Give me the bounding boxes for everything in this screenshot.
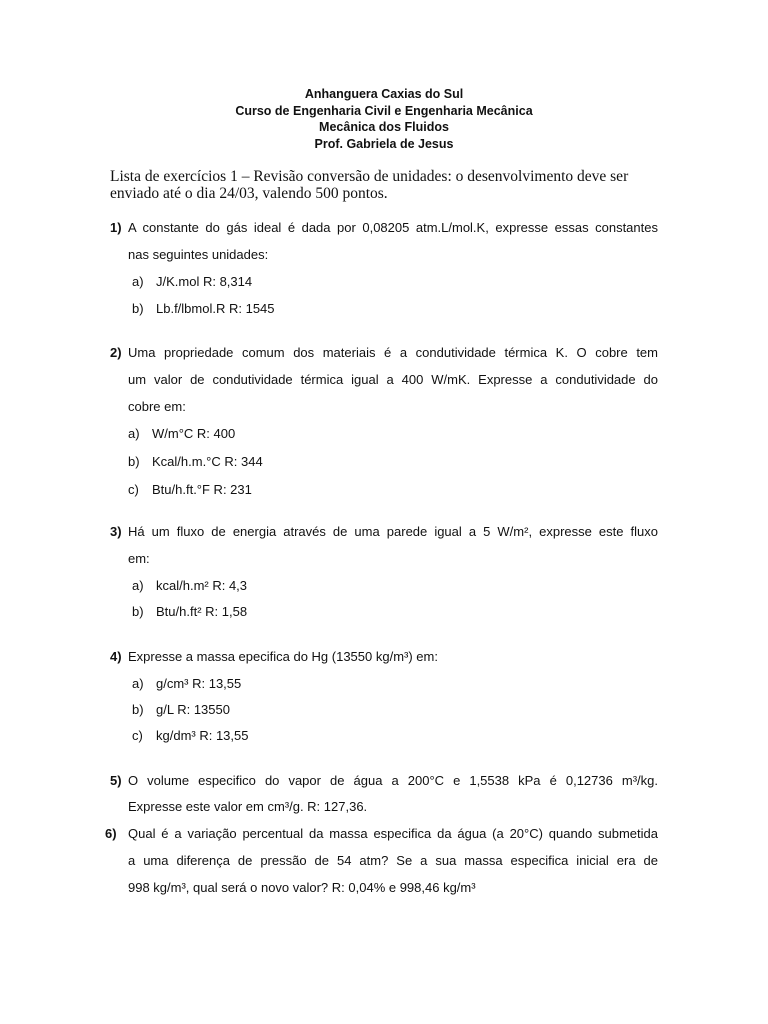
question-text-line: Qual é a variação percentual da massa especifica da água (a 20°C) quando submetida bbox=[128, 826, 658, 841]
item-letter: c) bbox=[132, 728, 143, 743]
question-text-line: nas seguintes unidades: bbox=[128, 247, 269, 262]
item-text: kcal/h.m² R: 4,3 bbox=[156, 578, 248, 593]
subject-name: Mecânica dos Fluidos bbox=[319, 120, 449, 134]
question-number: 2) bbox=[110, 345, 122, 360]
item-text: Lb.f/lbmol.R R: 1545 bbox=[156, 301, 275, 316]
item-text: kg/dm³ R: 13,55 bbox=[156, 728, 249, 743]
item-text: Btu/h.ft.°F R: 231 bbox=[152, 482, 252, 497]
item-letter: a) bbox=[132, 578, 144, 593]
item-letter: b) bbox=[132, 702, 144, 717]
question-text-line: um valor de condutividade térmica igual a 400 W/mK. Expresse a condutividade do bbox=[128, 372, 658, 387]
item-text: g/L R: 13550 bbox=[156, 702, 230, 717]
item-letter: b) bbox=[132, 604, 144, 619]
institution-name: Anhanguera Caxias do Sul bbox=[304, 87, 464, 101]
question-number: 5) bbox=[110, 773, 122, 788]
item-text: g/cm³ R: 13,55 bbox=[156, 676, 242, 691]
exercise-list-intro: Lista de exercícios 1 – Revisão conversão de unidades: o desenvolvimento deve ser enviado até o dia 24/03, valendo 500 pontos. bbox=[110, 168, 629, 202]
question-text-line: O volume especifico do vapor de água a 200°C e 1,5538 kPa é 0,12736 m³/kg. bbox=[128, 773, 658, 788]
item-letter: b) bbox=[128, 454, 140, 469]
question-number: 1) bbox=[110, 220, 122, 235]
item-letter: b) bbox=[132, 301, 144, 316]
question-text-line: Uma propriedade comum dos materiais é a condutividade térmica K. O cobre tem bbox=[128, 345, 658, 360]
question-text-line: cobre em: bbox=[128, 399, 186, 414]
item-letter: a) bbox=[128, 426, 140, 441]
item-letter: a) bbox=[132, 274, 144, 289]
item-letter: c) bbox=[128, 482, 139, 497]
question-text-line: Expresse a massa epecifica do Hg (13550 kg/m³) em: bbox=[128, 649, 438, 664]
question-text-line: a uma diferença de pressão de 54 atm? Se a sua massa especifica inicial era de bbox=[128, 853, 658, 868]
course-name: Curso de Engenharia Civil e Engenharia Mecânica bbox=[235, 103, 533, 118]
question-text-line: A constante do gás ideal é dada por 0,08205 atm.L/mol.K, expresse essas constantes bbox=[128, 220, 658, 235]
item-letter: a) bbox=[132, 676, 144, 691]
question-number: 4) bbox=[110, 649, 122, 664]
question-number: 6) bbox=[105, 826, 117, 841]
item-text: J/K.mol R: 8,314 bbox=[156, 274, 253, 289]
document-header bbox=[0, 86, 768, 152]
question-text-line: em: bbox=[128, 551, 150, 566]
question-number: 3) bbox=[110, 524, 122, 539]
professor-name: Prof. Gabriela de Jesus bbox=[314, 136, 454, 151]
question-text-line: Expresse este valor em cm³/g. R: 127,36. bbox=[128, 799, 368, 814]
item-text: W/m°C R: 400 bbox=[152, 426, 236, 441]
item-text: Kcal/h.m.°C R: 344 bbox=[152, 454, 263, 469]
question-text-line: 998 kg/m³, qual será o novo valor? R: 0,04% e 998,46 kg/m³ bbox=[128, 880, 476, 895]
item-text: Btu/h.ft² R: 1,58 bbox=[156, 604, 248, 619]
question-text-line: Há um fluxo de energia através de uma parede igual a 5 W/m², expresse este fluxo bbox=[128, 524, 658, 539]
